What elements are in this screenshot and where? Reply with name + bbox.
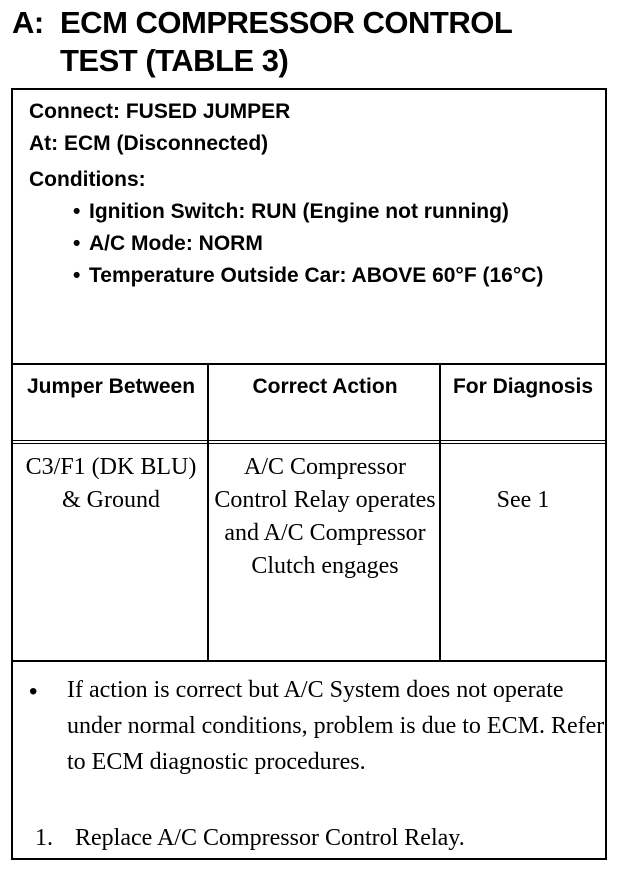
bullet-icon: • — [73, 264, 81, 287]
condition-item — [73, 260, 605, 292]
cell-jumper: C3/F1 (DK BLU) & Ground — [25, 454, 197, 513]
header-for-diagnosis: For Diagnosis — [452, 375, 594, 398]
page-title — [12, 4, 512, 80]
title-line-2: TEST (TABLE 3) — [60, 43, 289, 78]
numbered-note-text: Replace A/C Compressor Control Relay. — [75, 825, 465, 851]
condition-text: Ignition Switch: RUN (Engine not running) — [89, 200, 509, 223]
header-jumper-between: Jumper Between — [26, 375, 196, 398]
section-label: A: — [12, 5, 44, 40]
cell-diagnosis: See 1 — [496, 487, 550, 513]
bullet-icon: • — [29, 678, 38, 705]
cell-action: A/C Compressor Control Relay operates and A/C Compressor Clutch engages — [214, 454, 436, 579]
note-text: If action is correct but A/C System does not operate under normal conditions, problem is due to ECM. Refer to ECM diagnostic procedures. — [67, 677, 605, 775]
condition-text: A/C Mode: NORM — [89, 232, 263, 255]
condition-text: Temperature Outside Car: ABOVE 60°F (16°C) — [89, 264, 544, 287]
bullet-icon: • — [73, 232, 81, 255]
conditions-list — [29, 196, 605, 292]
header-divider — [13, 440, 605, 444]
conditions-section — [13, 90, 605, 365]
bullet-icon: • — [73, 200, 81, 223]
numbered-marker: 1. — [35, 825, 53, 851]
conditions-label: Conditions: — [29, 168, 146, 191]
at-line: At: ECM (Disconnected) — [29, 132, 269, 155]
connect-line: Connect: FUSED JUMPER — [29, 100, 291, 123]
notes-section — [13, 660, 605, 858]
condition-item — [73, 196, 605, 228]
header-correct-action: Correct Action — [252, 375, 398, 398]
title-line-1: ECM COMPRESSOR CONTROL — [60, 5, 513, 40]
test-table-box — [11, 88, 607, 860]
jumper-table — [13, 365, 605, 660]
condition-item — [73, 228, 605, 260]
